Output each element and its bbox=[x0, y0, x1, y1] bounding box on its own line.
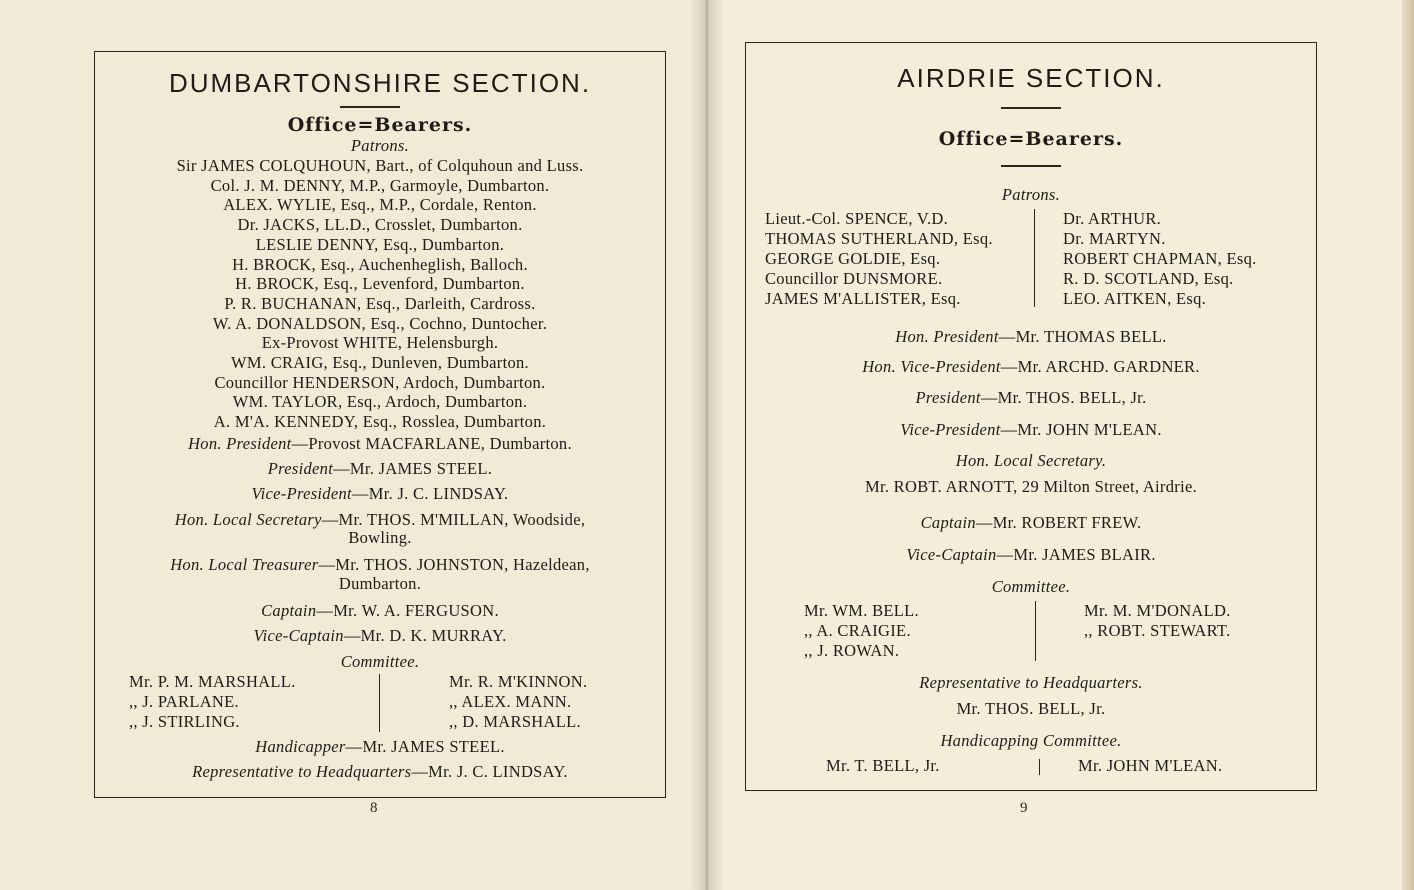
vice-president-line bbox=[95, 484, 665, 504]
person-name: Mr. THOS. JOHNSTON, Hazeldean, bbox=[335, 555, 590, 574]
role-label: Hon. Local Treasurer bbox=[170, 555, 319, 574]
patron-entry: LEO. AITKEN, Esq. bbox=[1063, 289, 1207, 308]
role-label: Captain bbox=[261, 601, 317, 620]
hon-local-secretary-line: Mr. ROBT. ARNOTT, 29 Milton Street, Airdrie. bbox=[864, 477, 1198, 496]
patron-entry: Councillor HENDERSON, Ardoch, Dumbarton. bbox=[214, 372, 546, 392]
role-label: President bbox=[915, 388, 981, 407]
hon-local-secretary-cont: Bowling. bbox=[348, 528, 412, 547]
dash: — bbox=[1000, 420, 1018, 439]
dash: — bbox=[343, 626, 361, 645]
hon-local-treasurer-line bbox=[95, 555, 665, 575]
committee-member: ,, J. STIRLING. bbox=[129, 712, 240, 731]
dash: — bbox=[333, 459, 350, 478]
dash: — bbox=[975, 513, 993, 532]
person-name: Mr. ROBERT FREW. bbox=[992, 513, 1142, 532]
captain-line bbox=[95, 601, 665, 621]
person-name: Mr. J. C. LINDSAY. bbox=[368, 484, 509, 503]
patron-entry: A. M'A. KENNEDY, Esq., Rosslea, Dumbarton. bbox=[213, 412, 547, 432]
committee-member: Mr. R. M'KINNON. bbox=[449, 672, 588, 691]
patron-entry: Lieut.-Col. SPENCE, V.D. bbox=[765, 209, 949, 228]
role-label: Representative to Headquarters bbox=[192, 762, 412, 781]
patron-entry: H. BROCK, Esq., Levenford, Dumbarton. bbox=[235, 274, 525, 294]
role-label: Vice-President bbox=[900, 420, 1001, 439]
patron-entry: W. A. DONALDSON, Esq., Cochno, Duntocher. bbox=[212, 313, 548, 333]
handicapping-heading: Handicapping Committee. bbox=[940, 731, 1122, 750]
page-number: 9 bbox=[1020, 800, 1028, 816]
role-label: Vice-Captain bbox=[253, 626, 344, 645]
handicapping-left: Mr. T. BELL, Jr. bbox=[826, 756, 940, 775]
dash: — bbox=[996, 545, 1014, 564]
title-rule bbox=[1001, 107, 1061, 109]
person-name: Mr. THOS. BELL, Jr. bbox=[997, 388, 1147, 407]
hon-vice-president-line bbox=[746, 357, 1316, 377]
person-name: Mr. JOHN M'LEAN. bbox=[1017, 420, 1162, 439]
person-name: Mr. JAMES STEEL. bbox=[349, 459, 493, 478]
patron-entry: ROBERT CHAPMAN, Esq. bbox=[1063, 249, 1257, 268]
page-edge-right bbox=[1402, 0, 1414, 890]
dash: — bbox=[321, 510, 339, 529]
patron-entry: Col. J. M. DENNY, M.P., Garmoyle, Dumbarton. bbox=[210, 175, 550, 195]
book-gutter bbox=[690, 0, 724, 890]
vice-president-line bbox=[746, 420, 1316, 440]
handicapping-divider bbox=[1039, 759, 1040, 775]
vice-captain-line bbox=[95, 626, 665, 646]
dash: — bbox=[980, 388, 998, 407]
patron-entry: Dr. ARTHUR. bbox=[1063, 209, 1162, 228]
patron-entry: ALEX. WYLIE, Esq., M.P., Cordale, Renton. bbox=[223, 195, 537, 215]
committee-heading: Committee. bbox=[991, 577, 1071, 596]
person-name: Mr. W. A. FERGUSON. bbox=[333, 601, 499, 620]
patrons-heading: Patrons. bbox=[350, 136, 410, 155]
committee-member: Mr. M. M'DONALD. bbox=[1084, 601, 1231, 620]
role-label: Hon. President bbox=[895, 327, 999, 346]
right-page-frame bbox=[745, 42, 1317, 791]
section-title: AIRDRIE SECTION. bbox=[897, 63, 1165, 93]
person-name: Mr. JAMES BLAIR. bbox=[1013, 545, 1156, 564]
dash: — bbox=[316, 601, 334, 620]
representative-heading: Representative to Headquarters. bbox=[919, 673, 1143, 692]
office-bearers-heading: Office=Bearers. bbox=[938, 128, 1124, 150]
office-rule bbox=[1001, 165, 1061, 167]
role-label: Captain bbox=[920, 513, 976, 532]
hon-local-secretary-line bbox=[95, 510, 665, 530]
committee-member: ,, D. MARSHALL. bbox=[449, 712, 581, 731]
person-name: Mr. THOS. M'MILLAN, Woodside, bbox=[338, 510, 586, 529]
committee-member: ,, ROBT. STEWART. bbox=[1084, 621, 1231, 640]
right-page bbox=[706, 0, 1414, 890]
hon-local-treasurer-cont: Dumbarton. bbox=[338, 574, 422, 593]
patron-entry: GEORGE GOLDIE, Esq. bbox=[765, 249, 941, 268]
person-name: Mr. THOMAS BELL. bbox=[1015, 327, 1167, 346]
patron-entry: JAMES M'ALLISTER, Esq. bbox=[765, 289, 961, 308]
person-name: Mr. ARCHD. GARDNER. bbox=[1017, 357, 1200, 376]
role-label: Handicapper bbox=[255, 737, 346, 756]
role-label: Vice-Captain bbox=[906, 545, 997, 564]
patron-entry: Councillor DUNSMORE. bbox=[765, 269, 943, 288]
dash: — bbox=[345, 737, 363, 756]
page-number: 8 bbox=[370, 800, 378, 816]
committee-divider bbox=[379, 674, 380, 732]
section-title: DUMBARTONSHIRE SECTION. bbox=[168, 68, 592, 98]
role-label: Hon. President bbox=[188, 434, 292, 453]
handicapper-line bbox=[95, 737, 665, 757]
hon-local-secretary-heading: Hon. Local Secretary. bbox=[955, 451, 1107, 470]
committee-member: Mr. P. M. MARSHALL. bbox=[129, 672, 296, 691]
patron-entry: R. D. SCOTLAND, Esq. bbox=[1063, 269, 1234, 288]
hon-president-line bbox=[746, 327, 1316, 347]
patrons-divider bbox=[1034, 209, 1035, 307]
role-label: President bbox=[267, 459, 334, 478]
representative-line bbox=[95, 762, 665, 782]
role-label: Hon. Local Secretary bbox=[174, 510, 322, 529]
patron-entry: Dr. MARTYN. bbox=[1063, 229, 1166, 248]
left-page bbox=[0, 0, 706, 890]
patron-entry: LESLIE DENNY, Esq., Dumbarton. bbox=[255, 234, 505, 254]
president-line bbox=[95, 459, 665, 479]
committee-member: ,, A. CRAIGIE. bbox=[804, 621, 911, 640]
dash: — bbox=[291, 434, 309, 453]
president-line bbox=[746, 388, 1316, 408]
patrons-heading: Patrons. bbox=[1001, 185, 1061, 204]
committee-heading: Committee. bbox=[340, 652, 420, 671]
person-name: Mr. JAMES STEEL. bbox=[362, 737, 505, 756]
committee-member: ,, J. PARLANE. bbox=[129, 692, 239, 711]
left-page-frame bbox=[94, 51, 666, 798]
dash: — bbox=[318, 555, 336, 574]
person-name: Mr. J. C. LINDSAY. bbox=[428, 762, 568, 781]
patron-entry: Dr. JACKS, LL.D., Crosslet, Dumbarton. bbox=[237, 215, 523, 235]
patron-entry: P. R. BUCHANAN, Esq., Darleith, Cardross. bbox=[224, 293, 536, 313]
dash: — bbox=[998, 327, 1016, 346]
committee-member: ,, ALEX. MANN. bbox=[449, 692, 572, 711]
patron-entry: H. BROCK, Esq., Auchenheglish, Balloch. bbox=[232, 254, 528, 274]
patron-entry: Sir JAMES COLQUHOUN, Bart., of Colquhoun and Luss. bbox=[176, 156, 584, 175]
dash: — bbox=[1000, 357, 1018, 376]
vice-captain-line bbox=[746, 545, 1316, 565]
person-name: Provost MACFARLANE, Dumbarton. bbox=[308, 434, 572, 453]
dash: — bbox=[351, 484, 369, 503]
hon-president-line bbox=[95, 434, 665, 454]
title-rule bbox=[340, 106, 400, 108]
captain-line bbox=[746, 513, 1316, 533]
committee-divider bbox=[1035, 601, 1036, 661]
committee-member: Mr. WM. BELL. bbox=[804, 601, 919, 620]
role-label: Vice-President bbox=[251, 484, 352, 503]
patron-entry: Ex-Provost WHITE, Helensburgh. bbox=[261, 333, 499, 353]
patron-entry: THOMAS SUTHERLAND, Esq. bbox=[765, 229, 993, 248]
role-label: Hon. Vice-President bbox=[862, 357, 1001, 376]
patron-entry: WM. CRAIG, Esq., Dunleven, Dumbarton. bbox=[231, 353, 529, 372]
representative-line: Mr. THOS. BELL, Jr. bbox=[956, 699, 1106, 718]
committee-member: ,, J. ROWAN. bbox=[804, 641, 900, 660]
person-name: Mr. D. K. MURRAY. bbox=[360, 626, 507, 645]
office-bearers-heading: Office=Bearers. bbox=[287, 114, 473, 136]
handicapping-right: Mr. JOHN M'LEAN. bbox=[1078, 756, 1223, 775]
dash: — bbox=[411, 762, 429, 781]
patron-entry: WM. TAYLOR, Esq., Ardoch, Dumbarton. bbox=[232, 392, 528, 412]
